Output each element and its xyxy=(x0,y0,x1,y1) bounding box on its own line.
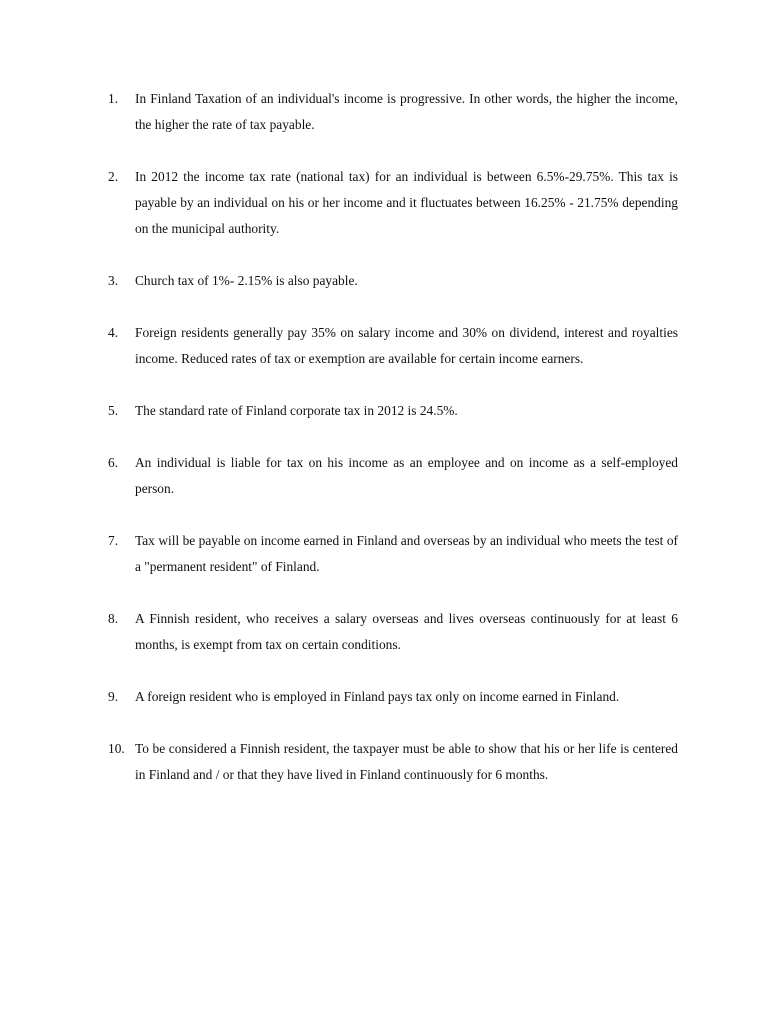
list-item-number: 4. xyxy=(108,325,119,340)
list-item-number: 2. xyxy=(108,169,119,184)
list-item xyxy=(108,86,678,138)
list-item-text: A foreign resident who is employed in Finland pays tax only on income earned in Finland. xyxy=(135,689,620,704)
list-item xyxy=(108,320,678,372)
list-item-number: 6. xyxy=(108,455,119,470)
list-item-text: To be considered a Finnish resident, the taxpayer must be able to show that his or her life is centered in Finland and / or that they have lived in Finland continuously for 6 months. xyxy=(135,741,678,782)
list-item-number: 3. xyxy=(108,273,119,288)
list-item-number: 7. xyxy=(108,533,119,548)
list-item-text: In Finland Taxation of an individual's income is progressive. In other words, the higher the income, the higher the rate of tax payable. xyxy=(135,91,678,132)
list-item xyxy=(108,164,678,242)
list-item-text: Tax will be payable on income earned in Finland and overseas by an individual who meets the test of a "permanent resident" of Finland. xyxy=(135,533,678,574)
list-item xyxy=(108,398,678,424)
list-item xyxy=(108,450,678,502)
list-item-number: 9. xyxy=(108,689,119,704)
list-item-number: 5. xyxy=(108,403,119,418)
list-item-text: Church tax of 1%- 2.15% is also payable. xyxy=(135,273,358,288)
list-item-text: Foreign residents generally pay 35% on salary income and 30% on dividend, interest and royalties income. Reduced rates of tax or exemption are available for certain income earners. xyxy=(135,325,678,366)
list-item-number: 10. xyxy=(108,741,125,756)
list-item xyxy=(108,736,678,788)
list-item xyxy=(108,684,678,710)
list-item xyxy=(108,528,678,580)
list-item-text: The standard rate of Finland corporate tax in 2012 is 24.5%. xyxy=(135,403,458,418)
list-item-number: 1. xyxy=(108,91,119,106)
list-item-text: An individual is liable for tax on his income as an employee and on income as a self-employed person. xyxy=(135,455,678,496)
list-item xyxy=(108,606,678,658)
numbered-list xyxy=(108,86,678,814)
list-item xyxy=(108,268,678,294)
list-item-text: In 2012 the income tax rate (national tax) for an individual is between 6.5%-29.75%. This tax is payable by an individual on his or her income and it fluctuates between 16.25% - 21.75% depending on the municipal authority. xyxy=(135,169,678,236)
list-item-text: A Finnish resident, who receives a salary overseas and lives overseas continuously for at least 6 months, is exempt from tax on certain conditions. xyxy=(135,611,678,652)
list-item-number: 8. xyxy=(108,611,119,626)
